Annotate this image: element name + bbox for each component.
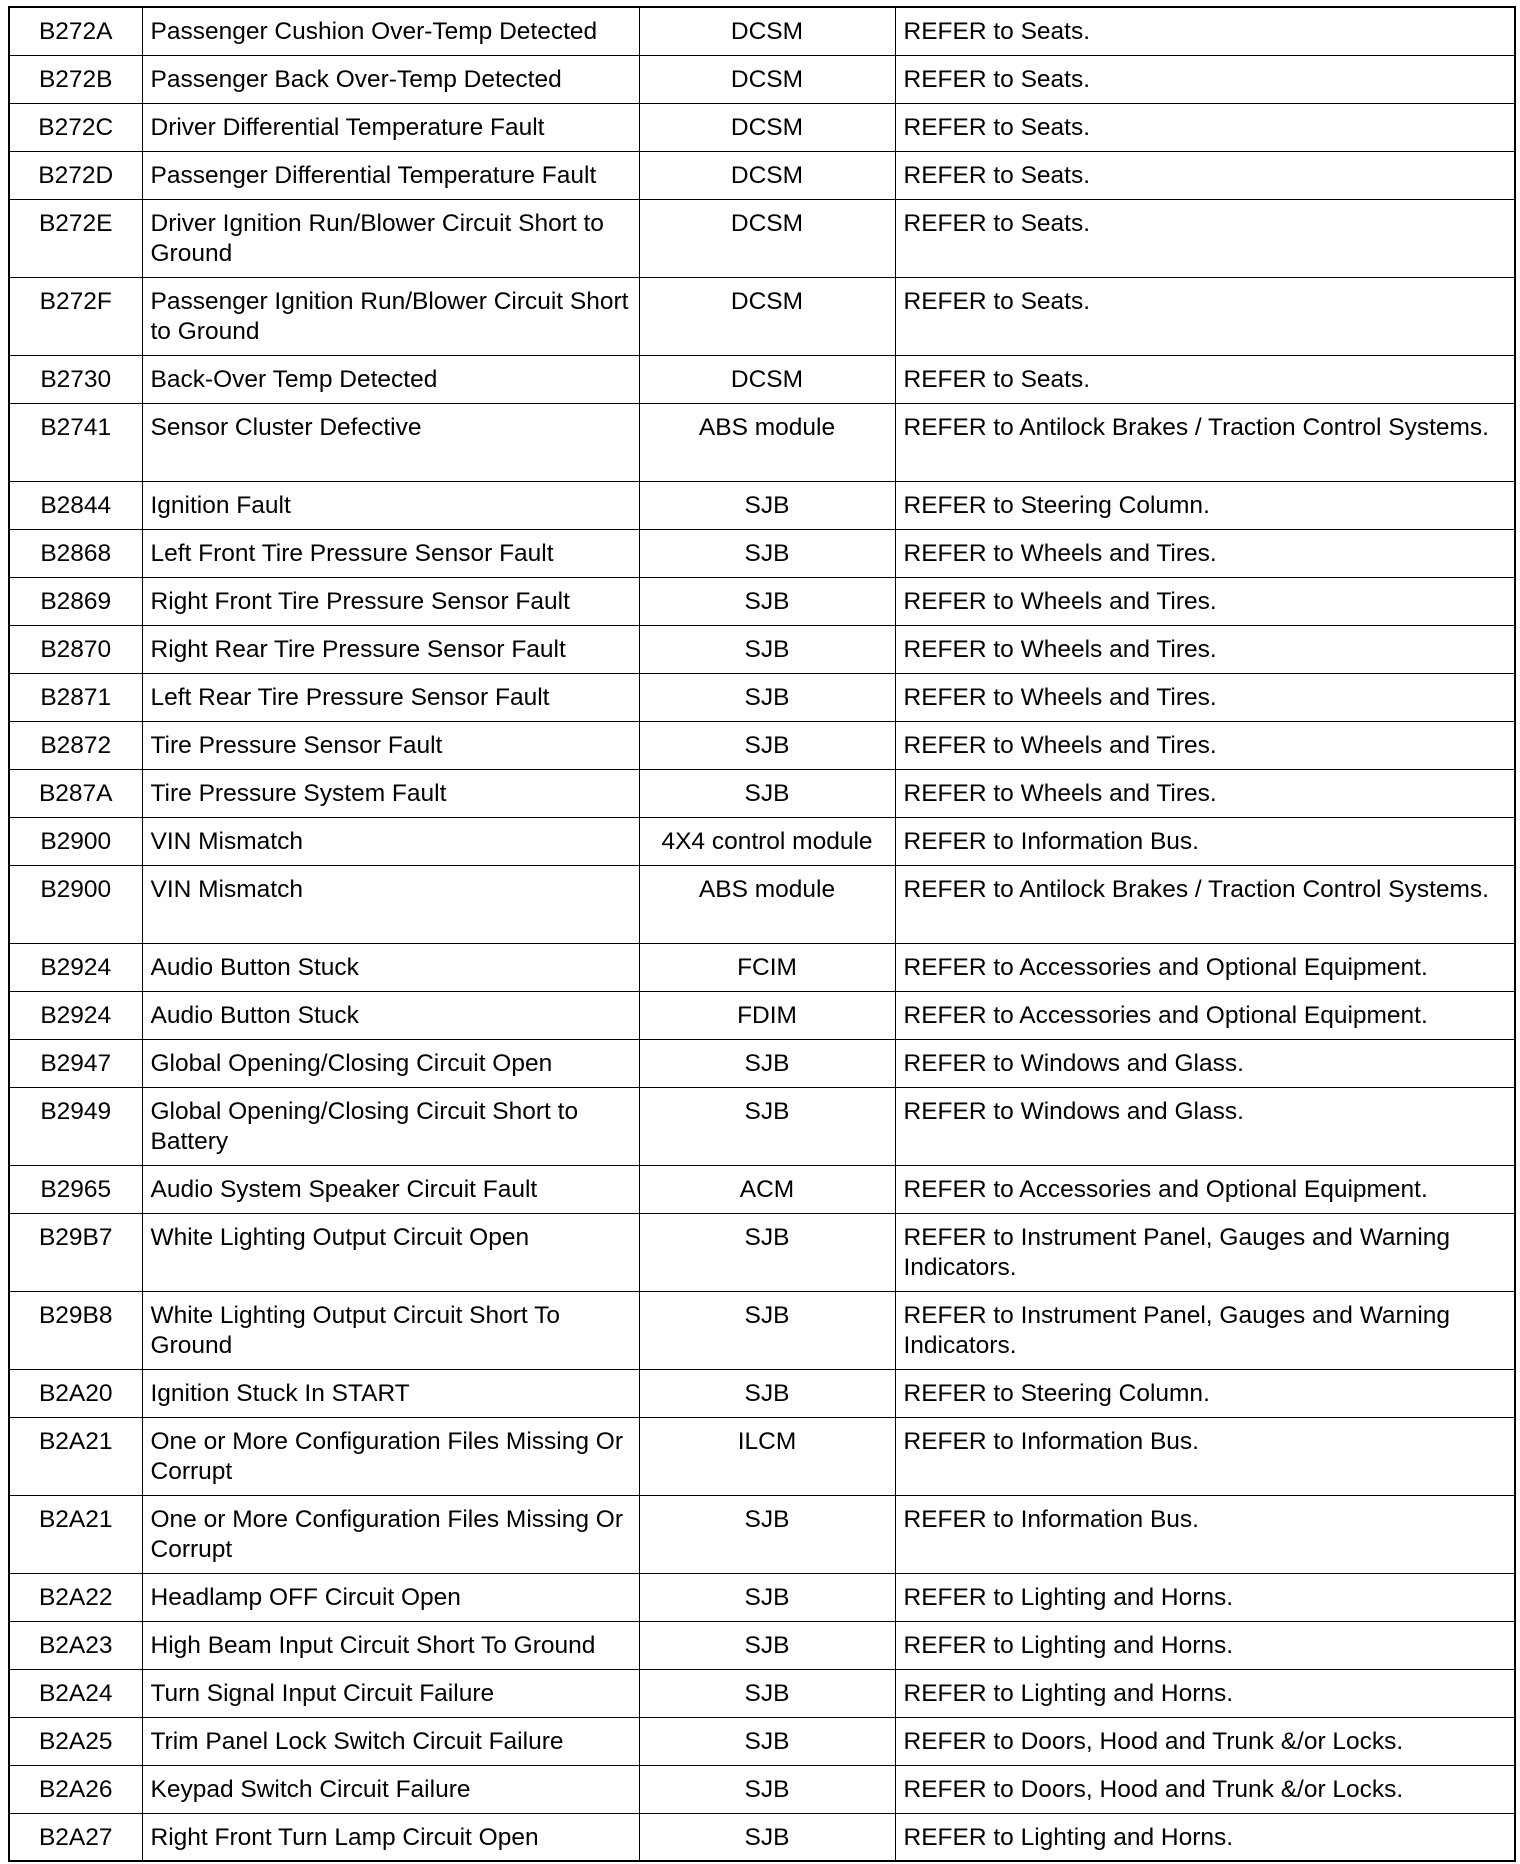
table-row (9, 943, 1515, 991)
dtc-code-cell: B272B (9, 55, 142, 103)
module-cell: FDIM (639, 991, 895, 1039)
dtc-code-cell: B2730 (9, 355, 142, 403)
action-cell: REFER to Antilock Brakes / Traction Control Systems. (895, 865, 1515, 943)
description-cell: Keypad Switch Circuit Failure (142, 1765, 639, 1813)
action-cell: REFER to Lighting and Horns. (895, 1669, 1515, 1717)
description-cell: Trim Panel Lock Switch Circuit Failure (142, 1717, 639, 1765)
table-row (9, 55, 1515, 103)
dtc-code-cell: B2A21 (9, 1495, 142, 1573)
dtc-code-cell: B2965 (9, 1165, 142, 1213)
dtc-code-cell: B2870 (9, 625, 142, 673)
description-cell: Left Rear Tire Pressure Sensor Fault (142, 673, 639, 721)
module-cell: DCSM (639, 7, 895, 55)
dtc-code-cell: B2A22 (9, 1573, 142, 1621)
module-cell: 4X4 control module (639, 817, 895, 865)
module-cell: ACM (639, 1165, 895, 1213)
module-cell: SJB (639, 1087, 895, 1165)
description-cell: Left Front Tire Pressure Sensor Fault (142, 529, 639, 577)
action-cell: REFER to Wheels and Tires. (895, 577, 1515, 625)
table-row (9, 1765, 1515, 1813)
action-cell: REFER to Seats. (895, 199, 1515, 277)
action-cell: REFER to Instrument Panel, Gauges and Warning Indicators. (895, 1291, 1515, 1369)
dtc-code-cell: B2844 (9, 481, 142, 529)
module-cell: ABS module (639, 403, 895, 481)
table-row (9, 1495, 1515, 1573)
table-row (9, 1717, 1515, 1765)
dtc-code-cell: B2A26 (9, 1765, 142, 1813)
module-cell: SJB (639, 1813, 895, 1861)
dtc-code-cell: B272D (9, 151, 142, 199)
module-cell: SJB (639, 769, 895, 817)
table-row (9, 1291, 1515, 1369)
action-cell: REFER to Windows and Glass. (895, 1039, 1515, 1087)
description-cell: Global Opening/Closing Circuit Open (142, 1039, 639, 1087)
action-cell: REFER to Wheels and Tires. (895, 769, 1515, 817)
dtc-code-cell: B2872 (9, 721, 142, 769)
module-cell: SJB (639, 577, 895, 625)
description-cell: Headlamp OFF Circuit Open (142, 1573, 639, 1621)
description-cell: Sensor Cluster Defective (142, 403, 639, 481)
description-cell: Right Rear Tire Pressure Sensor Fault (142, 625, 639, 673)
table-row (9, 1573, 1515, 1621)
action-cell: REFER to Seats. (895, 277, 1515, 355)
action-cell: REFER to Accessories and Optional Equipment. (895, 1165, 1515, 1213)
table-row (9, 721, 1515, 769)
module-cell: DCSM (639, 355, 895, 403)
table-row (9, 625, 1515, 673)
description-cell: One or More Configuration Files Missing Or Corrupt (142, 1495, 639, 1573)
table-row (9, 1669, 1515, 1717)
module-cell: SJB (639, 1573, 895, 1621)
action-cell: REFER to Seats. (895, 151, 1515, 199)
dtc-code-cell: B2947 (9, 1039, 142, 1087)
dtc-code-cell: B2741 (9, 403, 142, 481)
table-row (9, 865, 1515, 943)
action-cell: REFER to Lighting and Horns. (895, 1813, 1515, 1861)
dtc-code-cell: B2A24 (9, 1669, 142, 1717)
module-cell: SJB (639, 1213, 895, 1291)
module-cell: SJB (639, 1717, 895, 1765)
description-cell: VIN Mismatch (142, 865, 639, 943)
dtc-code-cell: B2924 (9, 991, 142, 1039)
dtc-table-body (9, 7, 1515, 1861)
description-cell: Tire Pressure System Fault (142, 769, 639, 817)
dtc-table (8, 6, 1516, 1862)
table-row (9, 1087, 1515, 1165)
description-cell: White Lighting Output Circuit Open (142, 1213, 639, 1291)
dtc-code-cell: B2868 (9, 529, 142, 577)
dtc-code-cell: B287A (9, 769, 142, 817)
module-cell: DCSM (639, 55, 895, 103)
action-cell: REFER to Seats. (895, 103, 1515, 151)
dtc-code-cell: B272F (9, 277, 142, 355)
table-row (9, 577, 1515, 625)
action-cell: REFER to Information Bus. (895, 1495, 1515, 1573)
dtc-code-cell: B2900 (9, 865, 142, 943)
module-cell: SJB (639, 1369, 895, 1417)
module-cell: FCIM (639, 943, 895, 991)
table-row (9, 481, 1515, 529)
action-cell: REFER to Doors, Hood and Trunk &/or Locks. (895, 1717, 1515, 1765)
dtc-code-cell: B272A (9, 7, 142, 55)
dtc-code-cell: B2871 (9, 673, 142, 721)
table-row (9, 1621, 1515, 1669)
module-cell: SJB (639, 1669, 895, 1717)
module-cell: SJB (639, 1621, 895, 1669)
dtc-code-cell: B29B8 (9, 1291, 142, 1369)
table-row (9, 403, 1515, 481)
action-cell: REFER to Lighting and Horns. (895, 1573, 1515, 1621)
dtc-code-cell: B2949 (9, 1087, 142, 1165)
description-cell: Right Front Turn Lamp Circuit Open (142, 1813, 639, 1861)
table-row (9, 529, 1515, 577)
dtc-code-cell: B272E (9, 199, 142, 277)
description-cell: One or More Configuration Files Missing Or Corrupt (142, 1417, 639, 1495)
table-row (9, 673, 1515, 721)
table-row (9, 769, 1515, 817)
table-row (9, 277, 1515, 355)
module-cell: SJB (639, 481, 895, 529)
action-cell: REFER to Information Bus. (895, 1417, 1515, 1495)
action-cell: REFER to Steering Column. (895, 481, 1515, 529)
module-cell: SJB (639, 1039, 895, 1087)
dtc-code-cell: B2A25 (9, 1717, 142, 1765)
description-cell: Driver Differential Temperature Fault (142, 103, 639, 151)
description-cell: Passenger Back Over-Temp Detected (142, 55, 639, 103)
action-cell: REFER to Accessories and Optional Equipment. (895, 991, 1515, 1039)
description-cell: Ignition Stuck In START (142, 1369, 639, 1417)
description-cell: Driver Ignition Run/Blower Circuit Short to Ground (142, 199, 639, 277)
description-cell: Passenger Cushion Over-Temp Detected (142, 7, 639, 55)
dtc-code-cell: B2A27 (9, 1813, 142, 1861)
module-cell: DCSM (639, 277, 895, 355)
action-cell: REFER to Doors, Hood and Trunk &/or Locks. (895, 1765, 1515, 1813)
description-cell: Back-Over Temp Detected (142, 355, 639, 403)
action-cell: REFER to Windows and Glass. (895, 1087, 1515, 1165)
action-cell: REFER to Seats. (895, 7, 1515, 55)
module-cell: SJB (639, 1495, 895, 1573)
action-cell: REFER to Seats. (895, 55, 1515, 103)
dtc-code-cell: B2A20 (9, 1369, 142, 1417)
table-row (9, 1417, 1515, 1495)
action-cell: REFER to Wheels and Tires. (895, 673, 1515, 721)
table-row (9, 1813, 1515, 1861)
table-row (9, 1039, 1515, 1087)
action-cell: REFER to Instrument Panel, Gauges and Warning Indicators. (895, 1213, 1515, 1291)
action-cell: REFER to Antilock Brakes / Traction Control Systems. (895, 403, 1515, 481)
module-cell: ABS module (639, 865, 895, 943)
description-cell: Passenger Differential Temperature Fault (142, 151, 639, 199)
description-cell: VIN Mismatch (142, 817, 639, 865)
table-row (9, 7, 1515, 55)
description-cell: White Lighting Output Circuit Short To Ground (142, 1291, 639, 1369)
dtc-code-cell: B2A23 (9, 1621, 142, 1669)
action-cell: REFER to Wheels and Tires. (895, 625, 1515, 673)
table-row (9, 355, 1515, 403)
module-cell: SJB (639, 721, 895, 769)
module-cell: DCSM (639, 103, 895, 151)
action-cell: REFER to Wheels and Tires. (895, 529, 1515, 577)
description-cell: Ignition Fault (142, 481, 639, 529)
dtc-code-cell: B29B7 (9, 1213, 142, 1291)
module-cell: ILCM (639, 1417, 895, 1495)
table-row (9, 199, 1515, 277)
description-cell: Turn Signal Input Circuit Failure (142, 1669, 639, 1717)
module-cell: SJB (639, 1765, 895, 1813)
module-cell: DCSM (639, 199, 895, 277)
table-row (9, 817, 1515, 865)
action-cell: REFER to Wheels and Tires. (895, 721, 1515, 769)
description-cell: Passenger Ignition Run/Blower Circuit Short to Ground (142, 277, 639, 355)
module-cell: SJB (639, 625, 895, 673)
dtc-code-cell: B2A21 (9, 1417, 142, 1495)
action-cell: REFER to Lighting and Horns. (895, 1621, 1515, 1669)
module-cell: DCSM (639, 151, 895, 199)
module-cell: SJB (639, 1291, 895, 1369)
description-cell: Audio Button Stuck (142, 943, 639, 991)
action-cell: REFER to Accessories and Optional Equipment. (895, 943, 1515, 991)
table-row (9, 991, 1515, 1039)
description-cell: Tire Pressure Sensor Fault (142, 721, 639, 769)
dtc-code-cell: B2900 (9, 817, 142, 865)
dtc-code-cell: B2869 (9, 577, 142, 625)
action-cell: REFER to Seats. (895, 355, 1515, 403)
table-row (9, 151, 1515, 199)
description-cell: Global Opening/Closing Circuit Short to Battery (142, 1087, 639, 1165)
table-row (9, 103, 1515, 151)
table-row (9, 1165, 1515, 1213)
table-row (9, 1213, 1515, 1291)
module-cell: SJB (639, 529, 895, 577)
action-cell: REFER to Steering Column. (895, 1369, 1515, 1417)
action-cell: REFER to Information Bus. (895, 817, 1515, 865)
description-cell: Right Front Tire Pressure Sensor Fault (142, 577, 639, 625)
module-cell: SJB (639, 673, 895, 721)
dtc-code-cell: B272C (9, 103, 142, 151)
dtc-code-cell: B2924 (9, 943, 142, 991)
table-row (9, 1369, 1515, 1417)
description-cell: Audio System Speaker Circuit Fault (142, 1165, 639, 1213)
description-cell: High Beam Input Circuit Short To Ground (142, 1621, 639, 1669)
description-cell: Audio Button Stuck (142, 991, 639, 1039)
